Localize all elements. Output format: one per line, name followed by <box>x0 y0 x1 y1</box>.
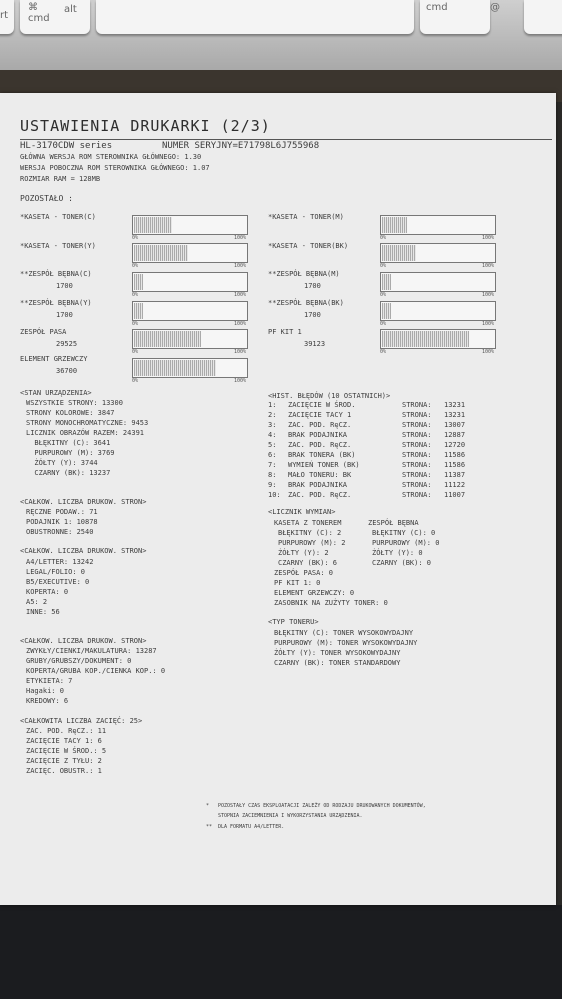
pages-source-heading: <CAŁKOW. LICZBA DRUKOW. STRON> <box>20 498 147 506</box>
replace-line: ZESPÓŁ PASA: 0 <box>274 569 334 577</box>
scale-min-label: 0% <box>132 378 139 384</box>
printer-settings-page <box>0 93 556 905</box>
error-page-label: STRONA: <box>402 451 432 459</box>
error-page-number: 12887 <box>444 431 466 439</box>
scale-min-label: 0% <box>380 292 387 298</box>
info-line: LICZNIK OBRAZÓW RAZEM: 24391 <box>26 429 145 437</box>
title-divider <box>20 139 552 140</box>
remaining-heading: POZOSTAŁO : <box>20 194 73 203</box>
error-page-number: 11586 <box>444 451 466 459</box>
error-text: BRAK PODAJNIKA <box>288 431 348 439</box>
info-line: A5: 2 <box>26 598 48 606</box>
info-line: RĘCZNE PODAW.: 71 <box>26 508 98 516</box>
info-line: LEGAL/FOLIO: 0 <box>26 568 86 576</box>
info-line: BŁĘKITNY (C): 3641 <box>26 439 111 447</box>
pages-size-heading: <CAŁKOW. LICZBA DRUKOW. STRON> <box>20 547 147 555</box>
info-line: PURPUROWY (M): 3769 <box>26 449 115 457</box>
key-label: rt <box>0 10 9 21</box>
key-command-right <box>420 0 490 34</box>
jams-heading: <CAŁKOWITA LICZBA ZACIĘĆ: 25> <box>20 717 143 725</box>
level-bar <box>380 301 496 321</box>
error-index: 5: <box>268 441 277 449</box>
gauge-value: 1700 <box>56 282 73 290</box>
error-text: ZAC. POD. RęCZ. <box>288 441 352 449</box>
level-fill <box>382 245 416 261</box>
info-line: PURPUROWY (M): TONER WYSOKOWYDAJNY <box>274 639 418 647</box>
info-line: A4/LETTER: 13242 <box>26 558 94 566</box>
error-index: 8: <box>268 471 277 479</box>
info-line: ZACIĘCIE TACY 1: 6 <box>26 737 102 745</box>
error-page-label: STRONA: <box>402 471 432 479</box>
gauge-value: 39123 <box>304 340 326 348</box>
level-bar <box>132 329 248 349</box>
level-fill <box>382 331 469 347</box>
level-bar <box>132 301 248 321</box>
replace-toner-line: ŻÓŁTY (Y): 2 <box>278 549 329 557</box>
scale-max-label: 100% <box>234 378 247 384</box>
error-text: ZAC. POD. RęCZ. <box>288 491 352 499</box>
error-page-number: 11586 <box>444 461 466 469</box>
error-text: ZACIĘCIE TACY 1 <box>288 411 352 419</box>
toner-type-heading: <TYP TONERU> <box>268 618 319 626</box>
error-index: 9: <box>268 481 277 489</box>
info-line: INNE: 56 <box>26 608 60 616</box>
info-line: OBUSTRONNE: 2540 <box>26 528 94 536</box>
model-name: HL-3170CDW series <box>20 141 113 151</box>
replace-heading: <LICZNIK WYMIAN> <box>268 508 336 516</box>
error-text: WYMIEŃ TONER (BK) <box>288 461 360 469</box>
error-text: MAŁO TONERU: BK <box>288 471 352 479</box>
info-line: BŁĘKITNY (C): TONER WYSOKOWYDAJNY <box>274 629 414 637</box>
error-index: 7: <box>268 461 277 469</box>
replace-line: PF KIT 1: 0 <box>274 579 321 587</box>
replace-line: ELEMENT GRZEWCZY: 0 <box>274 589 355 597</box>
level-bar <box>380 272 496 292</box>
scale-max-label: 100% <box>482 263 495 269</box>
level-bar <box>132 272 248 292</box>
page-title: USTAWIENIA DRUKARKI (2/3) <box>20 117 271 135</box>
replace-toner-line: PURPUROWY (M): 2 <box>278 539 346 547</box>
scale-min-label: 0% <box>132 235 139 241</box>
replace-drum-line: CZARNY (BK): 0 <box>372 559 432 567</box>
info-line: ZAC. POD. RęCZ.: 11 <box>26 727 107 735</box>
scale-min-label: 0% <box>132 349 139 355</box>
level-bar <box>132 215 248 235</box>
info-line: CZARNY (BK): TONER STANDARDOWY <box>274 659 401 667</box>
error-page-number: 11122 <box>444 481 466 489</box>
gauge-value: 29525 <box>56 340 78 348</box>
firmware-sub: WERSJA POBOCZNA ROM STEROWNIKA GŁÓWNEGO: 1.07 <box>20 164 210 172</box>
info-line: PODAJNIK 1: 10878 <box>26 518 98 526</box>
error-page-number: 13231 <box>444 401 466 409</box>
gauge-label: **ZESPÓŁ BĘBNA(Y) <box>20 299 92 307</box>
info-line: KREDOWY: 6 <box>26 697 69 705</box>
level-fill <box>134 303 143 319</box>
scale-min-label: 0% <box>132 263 139 269</box>
error-page-label: STRONA: <box>402 421 432 429</box>
replace-line: ZASOBNIK NA ZUŻYTY TONER: 0 <box>274 599 388 607</box>
scale-max-label: 100% <box>234 321 247 327</box>
level-fill <box>134 217 172 233</box>
ram-size: ROZMIAR RAM = 128MB <box>20 175 101 183</box>
firmware-main: GŁÓWNA WERSJA ROM STEROWNIKA GŁÓWNEGO: 1.30 <box>20 153 202 161</box>
replace-drum-line: ŻÓŁTY (Y): 0 <box>372 549 423 557</box>
replace-col2-title: ZESPÓŁ BĘBNA <box>368 519 419 527</box>
error-index: 10: <box>268 491 281 499</box>
key-label: alt <box>64 4 77 15</box>
gauge-label: *KASETA - TONER(Y) <box>20 242 96 250</box>
level-bar <box>380 329 496 349</box>
error-index: 2: <box>268 411 277 419</box>
info-line: ŻÓŁTY (Y): 3744 <box>26 459 98 467</box>
level-bar <box>132 243 248 263</box>
footnote-text: STOPNIA ZACIEMNIENIA I WYKORZYSTANIA URZĄDZENIA. <box>218 813 363 819</box>
key-partial-right <box>524 0 562 34</box>
info-line: ZWYKŁY/CIENKI/MAKULATURA: 13287 <box>26 647 157 655</box>
key-space <box>96 0 414 34</box>
error-index: 1: <box>268 401 277 409</box>
replace-col1-title: KASETA Z TONEREM <box>274 519 342 527</box>
level-fill <box>382 217 407 233</box>
scale-max-label: 100% <box>234 263 247 269</box>
info-line: STRONY KOLOROWE: 3847 <box>26 409 115 417</box>
info-line: WSZYSTKIE STRONY: 13300 <box>26 399 123 407</box>
level-fill <box>382 303 391 319</box>
footnote-text: DLA FORMATU A4/LETTER. <box>218 824 285 830</box>
info-line: ETYKIETA: 7 <box>26 677 73 685</box>
error-page-label: STRONA: <box>402 491 432 499</box>
keyboard <box>0 0 562 70</box>
error-page-number: 11387 <box>444 471 466 479</box>
error-index: 4: <box>268 431 277 439</box>
level-fill <box>134 274 143 290</box>
level-bar <box>380 243 496 263</box>
scale-max-label: 100% <box>482 235 495 241</box>
gauge-value: 1700 <box>304 282 321 290</box>
scale-min-label: 0% <box>132 321 139 327</box>
scale-max-label: 100% <box>234 292 247 298</box>
error-index: 3: <box>268 421 277 429</box>
level-fill <box>134 331 201 347</box>
scale-max-label: 100% <box>482 349 495 355</box>
replace-toner-line: CZARNY (BK): 6 <box>278 559 338 567</box>
gauge-label: *KASETA - TONER(M) <box>268 213 344 221</box>
info-line: STRONY MONOCHROMATYCZNE: 9453 <box>26 419 149 427</box>
info-line: ŻÓŁTY (Y): TONER WYSOKOWYDAJNY <box>274 649 401 657</box>
pages-media-heading: <CAŁKOW. LICZBA DRUKOW. STRON> <box>20 637 147 645</box>
info-line: KOPERTA: 0 <box>26 588 69 596</box>
replace-drum-line: PURPUROWY (M): 0 <box>372 539 440 547</box>
info-line: GRUBY/GRUBSZY/DOKUMENT: 0 <box>26 657 132 665</box>
key-partial <box>0 0 14 34</box>
gauge-value: 1700 <box>304 311 321 319</box>
scale-max-label: 100% <box>482 321 495 327</box>
level-fill <box>134 360 216 376</box>
gauge-value: 36700 <box>56 367 78 375</box>
level-fill <box>382 274 391 290</box>
gauge-label: ELEMENT GRZEWCZY <box>20 355 88 363</box>
scale-min-label: 0% <box>380 349 387 355</box>
scale-max-label: 100% <box>234 235 247 241</box>
status-heading: <STAN URZĄDZENIA> <box>20 389 92 397</box>
gauge-label: **ZESPÓŁ BĘBNA(C) <box>20 270 92 278</box>
key-globe <box>490 0 514 34</box>
level-fill <box>134 245 188 261</box>
error-page-number: 11007 <box>444 491 466 499</box>
error-page-label: STRONA: <box>402 441 432 449</box>
error-page-label: STRONA: <box>402 481 432 489</box>
key-label: ⌘ cmd <box>28 2 50 24</box>
footnote-mark: ** <box>206 824 213 830</box>
gauge-label: PF KIT 1 <box>268 328 302 336</box>
replace-toner-line: BŁĘKITNY (C): 2 <box>278 529 342 537</box>
scale-max-label: 100% <box>234 349 247 355</box>
error-index: 6: <box>268 451 277 459</box>
key-label: @ <box>490 2 500 13</box>
key-alt <box>56 0 96 34</box>
error-history-heading: <HIST. BŁĘDÓW (10 OSTATNICH)> <box>268 392 391 400</box>
scale-max-label: 100% <box>482 292 495 298</box>
error-page-label: STRONA: <box>402 431 432 439</box>
info-line: CZARNY (BK): 13237 <box>26 469 111 477</box>
error-page-label: STRONA: <box>402 461 432 469</box>
error-page-number: 12720 <box>444 441 466 449</box>
gauge-label: **ZESPÓŁ BĘBNA(BK) <box>268 299 344 307</box>
gauge-label: *KASETA - TONER(BK) <box>268 242 349 250</box>
info-line: ZACIĘCIE Z TYŁU: 2 <box>26 757 102 765</box>
serial-number: NUMER SERYJNY=E71798L6J755968 <box>162 141 320 151</box>
level-bar <box>132 358 248 378</box>
background-floor <box>0 905 562 999</box>
error-page-number: 13231 <box>444 411 466 419</box>
footnote-text: POZOSTAŁY CZAS EKSPLOATACJI ZALEŻY OD RODZAJU DRUKOWANYCH DOKUMENTÓW, <box>218 803 426 809</box>
info-line: Hagaki: 0 <box>26 687 64 695</box>
info-line: B5/EXECUTIVE: 0 <box>26 578 90 586</box>
gauge-label: ZESPÓŁ PASA <box>20 328 67 336</box>
gauge-label: **ZESPÓŁ BĘBNA(M) <box>268 270 340 278</box>
info-line: KOPERTA/GRUBA KOP./CIENKA KOP.: 0 <box>26 667 166 675</box>
info-line: ZACIĘC. OBUSTR.: 1 <box>26 767 102 775</box>
error-page-label: STRONA: <box>402 401 432 409</box>
replace-drum-line: BŁĘKITNY (C): 0 <box>372 529 436 537</box>
error-text: ZAC. POD. RęCZ. <box>288 421 352 429</box>
level-bar <box>380 215 496 235</box>
scale-min-label: 0% <box>380 263 387 269</box>
gauge-label: *KASETA - TONER(C) <box>20 213 96 221</box>
scale-min-label: 0% <box>380 321 387 327</box>
scale-min-label: 0% <box>132 292 139 298</box>
footnote-mark: * <box>206 803 210 809</box>
error-text: BRAK PODAJNIKA <box>288 481 348 489</box>
info-line: ZACIĘCIE W ŚROD.: 5 <box>26 747 107 755</box>
error-page-number: 13007 <box>444 421 466 429</box>
error-text: ZACIĘCIE W ŚROD. <box>288 401 356 409</box>
gauge-value: 1700 <box>56 311 73 319</box>
scale-min-label: 0% <box>380 235 387 241</box>
error-text: BRAK TONERA (BK) <box>288 451 356 459</box>
error-page-label: STRONA: <box>402 411 432 419</box>
key-label: cmd <box>426 2 448 13</box>
